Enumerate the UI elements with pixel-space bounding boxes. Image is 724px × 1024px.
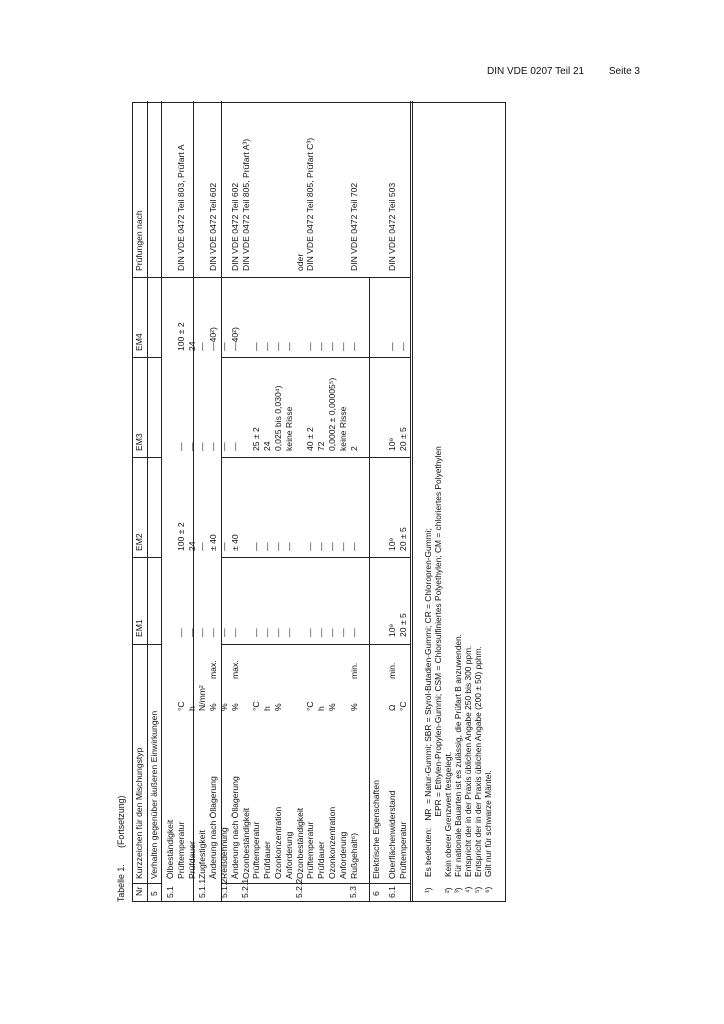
cell-line — [165, 378, 176, 451]
cell-line: Prüftemperatur — [305, 821, 316, 879]
footnote — [483, 446, 493, 893]
footnote-text: Kein oberer Grenzwert festgelegt. — [443, 751, 453, 877]
cell-line: 40 ± 2 — [305, 427, 316, 451]
page-header — [487, 66, 640, 77]
cell-line: % — [208, 703, 219, 711]
row-nr-5-1: 5.1 — [165, 886, 175, 898]
cell-line — [338, 138, 349, 271]
col-divider — [221, 357, 411, 358]
cell-line: DIN VDE 0472 Teil 803, Prüfart A — [175, 144, 186, 271]
cell-line: °C — [175, 701, 186, 711]
cell-line — [295, 378, 306, 451]
cell-line: — — [305, 628, 316, 637]
row-6-1-em2 — [387, 527, 409, 551]
table-continuation: (Fortsetzung) — [116, 795, 126, 848]
cell-line: — — [272, 342, 283, 351]
row-6-1-units — [387, 701, 409, 711]
footnote — [473, 446, 483, 893]
cell-line: Änderung nach Öllagerung — [208, 776, 219, 879]
cell-line: min. — [387, 662, 397, 679]
cell-line — [197, 660, 208, 679]
cell-line: — — [397, 342, 408, 351]
cell-line: Ozonkonzentration — [272, 806, 283, 879]
cell-line: — — [218, 542, 229, 551]
em1-values — [165, 628, 359, 637]
cell-line — [219, 138, 230, 271]
cell-line: — — [197, 628, 208, 637]
cell-line — [284, 685, 295, 711]
cell-line: min. — [348, 662, 359, 679]
cell-line: h — [186, 706, 197, 711]
cell-line: — — [218, 628, 229, 637]
cell-line: 100 ± 2 — [175, 522, 186, 551]
cell-line: — — [197, 442, 208, 451]
cell-line: — — [337, 342, 348, 351]
footnote-number: ³) — [453, 887, 463, 893]
cell-line — [176, 660, 187, 679]
cell-line — [338, 660, 349, 679]
cell-line — [305, 660, 316, 679]
cell-line: Prüftemperatur — [251, 821, 262, 879]
cell-line — [197, 138, 208, 271]
cell-line — [241, 685, 252, 711]
cell-line: °C — [397, 701, 408, 711]
cell-line: % — [326, 703, 337, 711]
footnote-number: ¹) — [423, 887, 433, 893]
header-pruefungen: Prüfungen nach — [134, 210, 144, 271]
cell-line: keine Risse — [337, 406, 348, 451]
cell-line: — — [197, 342, 208, 351]
cell-line: max. — [208, 660, 219, 679]
section-5-title: Verhalten gegenüber äußeren Einwirkungen — [149, 710, 159, 879]
cell-line — [295, 628, 306, 637]
table-caption — [116, 782, 127, 902]
cell-line — [316, 660, 327, 679]
cell-line: DIN VDE 0472 Teil 602 — [229, 182, 240, 271]
cell-line — [187, 660, 198, 679]
cell-line — [327, 660, 338, 679]
footnote-number: ⁶) — [483, 886, 493, 893]
cell-line: 2 — [348, 446, 359, 451]
test-standard-column — [165, 138, 359, 271]
cell-line: — — [316, 628, 327, 637]
cell-line — [398, 183, 409, 271]
footnote — [423, 446, 433, 893]
property-labels — [165, 776, 359, 879]
cell-line: Ölbeständigkeit — [165, 819, 175, 879]
cell-line: DIN VDE 0472 Teil 805, Prüfart A³) — [240, 138, 251, 271]
cell-line — [241, 322, 252, 351]
data-table — [132, 102, 506, 902]
cell-line: — — [229, 628, 240, 637]
cell-line: — — [348, 342, 359, 351]
cell-line: 20 ± 5 — [397, 527, 408, 551]
cell-line: — — [229, 442, 240, 451]
row-divider — [369, 278, 370, 901]
em4-values — [165, 322, 359, 351]
cell-line: — — [283, 628, 294, 637]
header-kurzzeichen: Kurzzeichen für den Mischungstyp — [134, 747, 144, 879]
footnote — [453, 446, 463, 893]
cell-line: 72 — [316, 441, 327, 451]
row-6-1-pruef — [387, 183, 409, 271]
cell-line — [165, 138, 176, 271]
cell-line — [284, 660, 295, 679]
cell-line: — — [326, 342, 337, 351]
cell-line: Rußgehalt⁶) — [348, 832, 359, 879]
unit-column — [165, 685, 359, 711]
footnote-number: ²) — [443, 887, 453, 893]
cell-line: 0,0002 ± 0,00005⁵) — [326, 377, 337, 451]
cell-line: — — [186, 442, 197, 451]
cell-line: — — [175, 628, 186, 637]
cell-line — [241, 522, 252, 551]
rotated-page — [116, 102, 506, 902]
cell-line: 0,025 bis 0,030⁴) — [272, 385, 283, 451]
footnote-text: EPR = Ethylen-Propylen-Gummi; CSM = Chlorsulfiniertes Polyethylen; CM = chloriertes Polyethylen — [433, 446, 443, 877]
header-nr: Nr — [134, 886, 144, 896]
cell-line: Ozonbeständigkeit — [294, 807, 305, 879]
cell-line: — — [186, 628, 197, 637]
footnote-text: Für nationale Bauarten ist es zulässig, die Prüfart B anzuwenden. — [453, 633, 463, 877]
row-nr-5-3: 5.3 — [348, 886, 358, 898]
col-divider — [221, 644, 411, 645]
header-em1: EM1 — [134, 619, 144, 637]
cell-line: Ozonbeständigkeit — [240, 807, 251, 879]
cell-line: Anforderung — [283, 831, 294, 879]
cell-line: keine Risse — [283, 406, 294, 451]
cell-line — [165, 322, 176, 351]
cell-line: — — [316, 342, 327, 351]
cell-line: — — [337, 542, 348, 551]
row-nr-5-2-1: 5.2.1 — [240, 878, 250, 898]
cell-line — [284, 138, 295, 271]
cell-line: — — [348, 628, 359, 637]
row-6-1-em3 — [387, 427, 409, 451]
cell-line: — — [262, 628, 273, 637]
cell-line — [327, 138, 338, 271]
cell-line: Prüftemperatur — [175, 821, 186, 879]
section-6-nr: 6 — [371, 891, 381, 896]
header-em4: EM4 — [134, 333, 144, 351]
footnote — [463, 446, 473, 893]
footnote-text: Es bedeuten: NR = Natur-Gummi; SBR = Styrol-Butadien-Gummi; CR = Chloropren-Gummi; — [423, 528, 433, 877]
cell-line: max. — [229, 660, 240, 679]
cell-line — [398, 663, 409, 679]
cell-line: DIN VDE 0472 Teil 805, Prüfart C³) — [305, 137, 316, 271]
cell-line: % — [218, 703, 229, 711]
row-6-1-labels — [387, 791, 409, 879]
cell-line — [165, 685, 176, 711]
cell-line: 100 ± 2 — [175, 322, 186, 351]
cell-line: % — [229, 703, 240, 711]
cell-line: ± 40 — [229, 534, 240, 551]
cell-line: Prüfdauer — [186, 841, 197, 879]
row-6-1-em4 — [387, 342, 409, 351]
col-divider — [221, 457, 411, 458]
cell-line: 24 — [186, 341, 197, 351]
cell-line: 10⁹ — [387, 437, 397, 451]
cell-line: — — [197, 542, 208, 551]
footnote-text: Entspricht der in der Praxis üblichen Angabe 250 bis 300 ppm. — [463, 645, 473, 877]
cell-line — [251, 138, 262, 271]
row-nr-5-1-2: 5.1.2 — [219, 878, 229, 898]
header-em2: EM2 — [134, 533, 144, 551]
footnote-text: Gilt nur für schwarze Mäntel. — [483, 770, 493, 877]
cell-line: ± 40 — [208, 534, 219, 551]
cell-line: Prüftemperatur — [397, 821, 408, 879]
cell-line: — — [387, 342, 397, 351]
em2-values — [165, 522, 359, 551]
cell-line: Ozonkonzentration — [326, 806, 337, 879]
cell-line: — — [283, 342, 294, 351]
cell-line — [165, 628, 176, 637]
cell-line: — — [337, 628, 348, 637]
cell-line: Reißdehnung — [218, 827, 229, 879]
cell-line: — — [251, 542, 262, 551]
cell-line: DIN VDE 0472 Teil 503 — [387, 182, 397, 271]
cell-line — [273, 660, 284, 679]
cell-line: — — [218, 442, 229, 451]
footnote-text: Entspricht der in der Praxis üblichen Angabe (200 ± 50) pphm. — [473, 646, 483, 877]
cell-line: — — [272, 628, 283, 637]
cell-line: — — [305, 342, 316, 351]
cell-line — [338, 685, 349, 711]
cell-line — [295, 685, 306, 711]
cell-line — [273, 138, 284, 271]
cell-line: DIN VDE 0472 Teil 702 — [348, 182, 359, 271]
footnote-divider — [410, 101, 413, 901]
row-divider — [147, 101, 148, 901]
limit-column — [165, 660, 359, 679]
cell-line: Zugfestigkeit — [197, 830, 208, 879]
cell-line: 20 ± 5 — [397, 427, 408, 451]
header-em3: EM3 — [134, 433, 144, 451]
cell-line: — — [208, 628, 219, 637]
footnote-number: ⁴) — [463, 886, 473, 893]
cell-line: % — [272, 703, 283, 711]
cell-line: — — [348, 542, 359, 551]
footnote — [433, 446, 443, 893]
em3-values — [165, 378, 359, 451]
cell-line: — — [251, 342, 262, 351]
page-number: Seite 3 — [608, 66, 640, 77]
cell-line: 25 ± 2 — [251, 427, 262, 451]
cell-line: — — [326, 628, 337, 637]
cell-line: Prüfdauer — [262, 841, 273, 879]
cell-line: — — [262, 542, 273, 551]
table-label: Tabelle 1. — [116, 864, 126, 902]
footnote-number: ⁵) — [473, 886, 483, 893]
cell-line: h — [316, 706, 327, 711]
cell-line: — — [262, 342, 273, 351]
row-nr-5-1-1: 5.1.1 — [197, 878, 207, 898]
footnote — [443, 446, 453, 893]
cell-line — [262, 138, 273, 271]
section-6-title: Elektrische Eigenschaften — [371, 780, 381, 879]
col-divider — [221, 557, 411, 558]
cell-line: — — [251, 628, 262, 637]
cell-line — [165, 660, 176, 679]
section-5-nr: 5 — [149, 891, 159, 896]
cell-line — [251, 660, 262, 679]
cell-line — [187, 138, 198, 271]
cell-line: N/mm² — [197, 685, 208, 711]
row-6-1-em1 — [387, 613, 409, 637]
cell-line — [295, 660, 306, 679]
cell-line — [219, 660, 230, 679]
cell-line: Oberflächenwiderstand — [387, 790, 397, 879]
cell-line — [262, 660, 273, 679]
cell-line — [241, 628, 252, 637]
cell-line: — — [305, 542, 316, 551]
cell-line — [295, 322, 306, 351]
cell-line: % — [348, 703, 359, 711]
cell-line: — — [272, 542, 283, 551]
cell-line: — — [208, 442, 219, 451]
cell-line: —40²) — [229, 327, 240, 351]
row-6-1-limits — [387, 663, 409, 679]
row-nr-5-2-2: 5.2.2 — [294, 878, 304, 898]
cell-line: —40²) — [208, 327, 219, 351]
standard-number: DIN VDE 0207 Teil 21 — [486, 66, 585, 77]
footnotes — [423, 446, 493, 893]
cell-line — [295, 522, 306, 551]
cell-line: 24 — [186, 541, 197, 551]
cell-line: Prüfdauer — [316, 841, 327, 879]
cell-line: — — [175, 442, 186, 451]
cell-line: °C — [305, 701, 316, 711]
cell-line: 20 ± 5 — [397, 613, 408, 637]
cell-line: Anforderung — [337, 831, 348, 879]
cell-line: DIN VDE 0472 Teil 602 — [208, 182, 219, 271]
cell-line: 10⁹ — [387, 537, 397, 551]
cell-line: — — [283, 542, 294, 551]
cell-line: 10⁹ — [387, 623, 397, 637]
cell-line: — — [316, 542, 327, 551]
cell-line — [241, 660, 252, 679]
cell-line: oder — [294, 253, 305, 271]
cell-line: Ω — [387, 704, 397, 711]
cell-line: — — [218, 342, 229, 351]
cell-line: 24 — [262, 441, 273, 451]
cell-line — [165, 522, 176, 551]
cell-line: h — [262, 706, 273, 711]
cell-line — [241, 378, 252, 451]
row-nr-6-1: 6.1 — [387, 886, 397, 898]
cell-line: °C — [251, 701, 262, 711]
cell-line — [316, 138, 327, 271]
cell-line: Änderung nach Öllagerung — [229, 776, 240, 879]
row-divider — [161, 101, 162, 901]
cell-line: — — [326, 542, 337, 551]
